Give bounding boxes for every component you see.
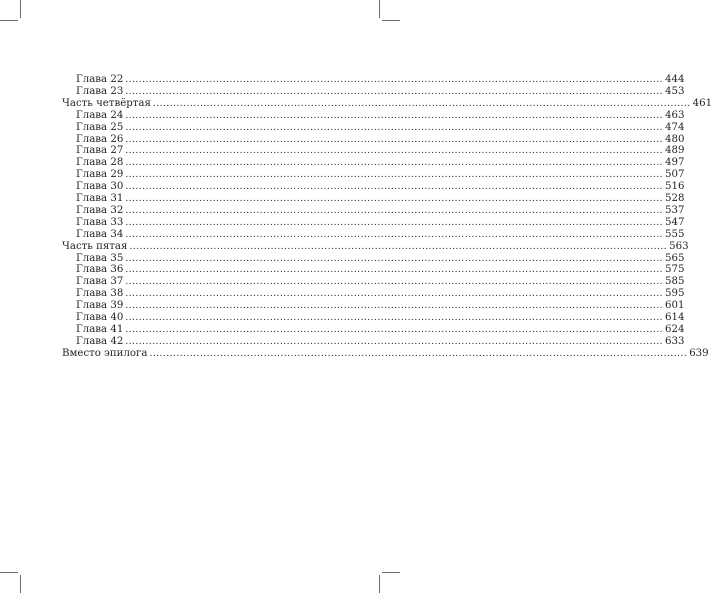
toc-page-number: 528	[665, 193, 685, 204]
toc-page-number: 555	[665, 228, 685, 240]
toc-dot-leader: ................................................................................................................................................................	[125, 324, 664, 335]
toc-page-number: 497	[665, 157, 685, 169]
toc-dot-leader: ................................................................................................................................................................	[129, 241, 668, 252]
toc-dot-leader: ................................................................................................................................................................	[125, 277, 664, 288]
toc-entry	[76, 264, 685, 276]
toc-dot-leader: ................................................................................................................................................................	[152, 98, 691, 109]
toc-entry-title: Глава 32	[76, 204, 124, 216]
toc-page-number: 639	[689, 347, 709, 359]
toc-page-number: 537	[665, 204, 685, 216]
toc-entry	[62, 347, 709, 360]
toc-page-number: 489	[665, 145, 685, 157]
toc-entry-title: Глава 42	[76, 335, 124, 347]
crop-mark-bottom-left	[20, 575, 21, 593]
toc-entry-title: Часть четвёртая	[62, 97, 151, 109]
toc-dot-leader: ................................................................................................................................................................	[125, 182, 664, 193]
toc-entry-title: Глава 30	[76, 181, 124, 193]
toc-dot-leader: ................................................................................................................................................................	[125, 205, 664, 216]
toc-entry	[76, 300, 685, 312]
toc-entry	[76, 85, 685, 98]
toc-entry	[76, 216, 685, 229]
toc-page-number: 547	[665, 216, 685, 228]
crop-mark-top-right-h	[382, 20, 400, 21]
toc-dot-leader: ................................................................................................................................................................	[125, 158, 664, 169]
toc-dot-leader: ................................................................................................................................................................	[125, 253, 664, 264]
crop-mark-top-left	[20, 0, 21, 18]
toc-page-number: 575	[665, 264, 685, 276]
toc-page-number: 565	[665, 252, 685, 264]
toc-entry-title: Глава 27	[76, 145, 124, 157]
toc-entry	[62, 240, 689, 253]
toc-entry	[76, 169, 685, 181]
toc-dot-leader: ................................................................................................................................................................	[125, 170, 664, 181]
toc-page-number: 453	[665, 85, 685, 97]
toc-entry-title: Глава 37	[76, 276, 124, 288]
toc-entry-title: Глава 40	[76, 312, 124, 323]
crop-mark-top-left-h	[0, 20, 18, 21]
toc-dot-leader: ................................................................................................................................................................	[125, 265, 664, 276]
toc-page-number: 614	[665, 312, 685, 323]
toc-entry-title: Глава 38	[76, 288, 124, 300]
toc-entry-title: Глава 22	[76, 74, 124, 85]
toc-entry	[76, 312, 685, 324]
toc-entry-title: Глава 41	[76, 323, 124, 335]
toc-page-number: 601	[665, 300, 685, 312]
toc-dot-leader: ................................................................................................................................................................	[125, 217, 664, 228]
toc-entry	[76, 74, 685, 86]
toc-entry-title: Глава 34	[76, 228, 124, 240]
toc-dot-leader: ................................................................................................................................................................	[125, 336, 664, 347]
toc-entry	[76, 193, 685, 205]
toc-entry-title: Глава 29	[76, 169, 124, 181]
toc-entry	[76, 181, 685, 193]
toc-dot-leader: ................................................................................................................................................................	[125, 122, 664, 133]
toc-entry-title: Глава 24	[76, 109, 124, 121]
toc-entry-title: Глава 35	[76, 252, 124, 264]
toc-page-number: 563	[669, 240, 689, 252]
toc-page-number: 474	[665, 121, 685, 133]
toc-entry	[76, 157, 685, 169]
toc-entry-title: Глава 31	[76, 193, 124, 204]
toc-dot-leader: ................................................................................................................................................................	[125, 134, 664, 145]
toc-page-number: 507	[665, 169, 685, 181]
toc-dot-leader: ................................................................................................................................................................	[149, 348, 688, 359]
toc-entry-title: Глава 25	[76, 121, 124, 133]
toc-dot-leader: ................................................................................................................................................................	[125, 86, 664, 97]
toc-entry	[76, 228, 685, 241]
crop-mark-top-right	[379, 0, 380, 18]
toc-entry-title: Глава 39	[76, 300, 124, 312]
toc-page-number: 463	[665, 109, 685, 121]
toc-page-number: 595	[665, 288, 685, 300]
toc-entry	[76, 145, 685, 157]
toc-page-number: 444	[665, 74, 685, 85]
crop-mark-bottom-right	[379, 575, 380, 593]
crop-mark-bottom-right-h	[382, 572, 400, 573]
toc-entry-title: Вместо эпилога	[62, 347, 148, 359]
toc-entry	[76, 109, 685, 122]
toc-dot-leader: ................................................................................................................................................................	[125, 313, 664, 323]
crop-mark-bottom-left-h	[0, 572, 18, 573]
toc-entry	[76, 133, 685, 146]
toc-entry-title: Часть пятая	[62, 240, 128, 252]
toc-page-number: 633	[665, 335, 685, 347]
toc-page-number: 585	[665, 276, 685, 288]
toc-entry	[76, 335, 685, 348]
toc-page-number: 516	[665, 181, 685, 193]
toc-entry	[76, 252, 685, 265]
toc-entry-title: Глава 36	[76, 264, 124, 276]
toc-entry-title: Глава 26	[76, 133, 124, 145]
toc-dot-leader: ................................................................................................................................................................	[125, 110, 664, 121]
toc-entry	[76, 323, 685, 336]
toc-page-number: 624	[665, 323, 685, 335]
toc-dot-leader: ................................................................................................................................................................	[125, 146, 664, 157]
toc-dot-leader: ................................................................................................................................................................	[125, 289, 664, 300]
toc-dot-leader: ................................................................................................................................................................	[125, 301, 664, 312]
toc-entry-title: Глава 33	[76, 216, 124, 228]
toc-entry-title: Глава 23	[76, 85, 124, 97]
toc-dot-leader: ................................................................................................................................................................	[125, 229, 664, 240]
toc-entry	[62, 97, 712, 110]
toc-entry	[76, 288, 685, 300]
toc-page-number: 461	[692, 97, 712, 109]
toc-dot-leader: ................................................................................................................................................................	[125, 194, 664, 204]
toc-entry	[76, 121, 685, 134]
toc-page-number: 480	[665, 133, 685, 145]
toc-entry	[76, 204, 685, 217]
toc-entry-title: Глава 28	[76, 157, 124, 169]
toc-entry	[76, 276, 685, 288]
toc-dot-leader: ................................................................................................................................................................	[125, 75, 664, 85]
